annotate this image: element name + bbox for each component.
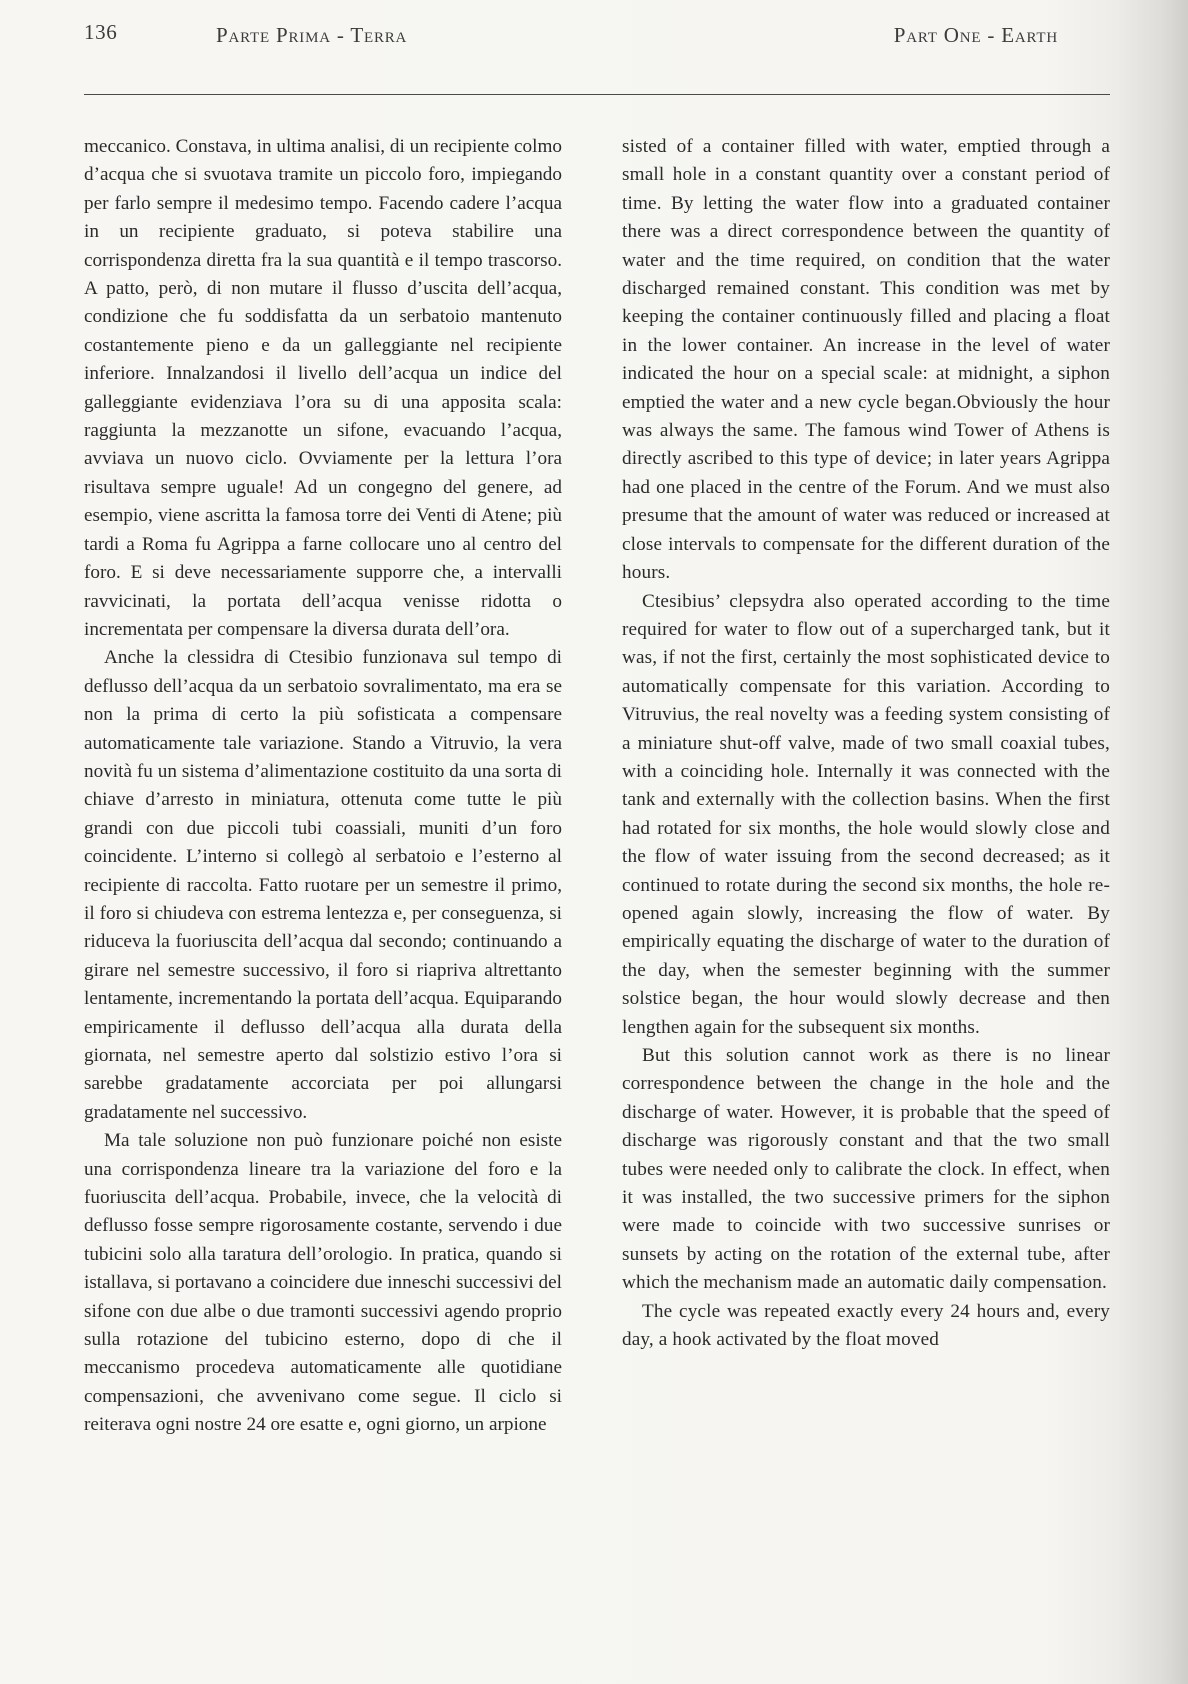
- italian-paragraph-1: meccanico. Constava, in ultima analisi, di un recipiente colmo d’acqua che si svuotava tramite un piccolo foro, impiegando per farlo sempre il medesimo tempo. Facendo cadere l’acqua in un recipiente graduato, si poteva stabilire una corrispondenza diretta fra la sua quantità e il tempo trascorso. A patto, però, di non mutare il flusso d’uscita dell’acqua, condizione che fu soddisfatta da un serbatoio mantenuto costantemente pieno e da un galleggiante nel recipiente inferiore. Innalzandosi il livello dell’acqua un indice del galleggiante evidenziava l’ora su di una apposita scala: raggiunta la mezzanotte un sifone, evacuando l’acqua, avviava un nuovo ciclo. Ovviamente per la lettura l’ora risultava sempre uguale! Ad un congegno del genere, ad esempio, viene ascritta la famosa torre dei Venti di Atene; più tardi a Roma fu Agrippa a farne collocare uno al centro del foro. E si deve necessariamente supporre che, a intervalli ravvicinati, la portata dell’acqua venisse ridotta o incrementata per compensare la diversa durata dell’ora.: [84, 136, 562, 640]
- english-paragraph-1: sisted of a container filled with water, emptied through a small hole in a constant quantity over a constant period of time. By letting the water flow into a graduated container there was a direct correspondence between the quantity of water and the time required, on condition that the water discharged remained constant. This condition was met by keeping the container continuously filled and placing a float in the lower container. An increase in the level of water indicated the hour on a special scale: at midnight, a siphon emptied the water and a new cycle began.Obviously the hour was always the same. The famous wind Tower of Athens is directly ascribed to this type of device; in later years Agrippa had one placed in the centre of the Forum. And we must also presume that the amount of water was reduced or increased at close intervals to compensate for the different duration of the hours.: [622, 136, 1110, 584]
- running-head-english: Part One - Earth: [893, 23, 1058, 47]
- italian-text-column: [84, 133, 562, 1440]
- header-rule: [84, 94, 1110, 95]
- page-header: [84, 20, 1110, 54]
- english-paragraph-3: But this solution cannot work as there is no linear correspondence between the change in the hole and the discharge of water. However, it is probable that the speed of discharge was rigorously constant and that the two small tubes were needed only to calibrate the clock. In effect, when it was installed, the two successive primers for the siphon were made to coincide with two successive sunrises or sunsets by acting on the rotation of the external tube, after which the mechanism made an automatic daily compensation.: [622, 1045, 1110, 1294]
- page-number: 136: [84, 20, 118, 44]
- italian-paragraph-2: Anche la clessidra di Ctesibio funzionava sul tempo di deflusso dell’acqua da un serbatoio sovralimentato, ma era se non la prima di certo la più sofisticata a compensare automaticamente tale variazione. Stando a Vitruvio, la vera novità fu un sistema d’alimentazione costituito da una sorta di chiave d’arresto in miniatura, ottenuta come tutte le più grandi con due piccoli tubi coassiali, muniti d’un foro coincidente. L’interno si collegò al serbatoio e l’esterno al recipiente di raccolta. Fatto ruotare per un semestre il primo, il foro si chiudeva con estrema lentezza e, per conseguenza, si riduceva la fuoriuscita dell’acqua dal secondo; continuando a girare nel semestre successivo, il foro si riapriva altrettanto lentamente, incrementando la portata dell’acqua. Equiparando empiricamente il deflusso dell’acqua alla durata della giornata, nel semestre aperto dal solstizio estivo l’ora si sarebbe gradatamente accorciata per poi allungarsi gradatamente nel successivo.: [84, 647, 562, 1123]
- english-text-column: [622, 133, 1110, 1354]
- italian-paragraph-3: Ma tale soluzione non può funzionare poiché non esiste una corrispondenza lineare tra la variazione del foro e la fuoriuscita dell’acqua. Probabile, invece, che la velocità di deflusso fosse sempre rigorosamente costante, servendo i due tubicini solo alla taratura dell’orologio. In pratica, quando si istallava, si portavano a coincidere due inneschi successivi del sifone con due albe o due tramonti successivi agendo proprio sulla rotazione del tubicino esterno, dopo di che il meccanismo procedeva automaticamente alle quotidiane compensazioni, che avvenivano come segue. Il ciclo si reiterava ogni nostre 24 ore esatte e, ogni giorno, un arpione: [84, 1130, 562, 1436]
- running-head-italian: Parte Prima - Terra: [216, 23, 408, 47]
- english-paragraph-2: Ctesibius’ clepsydra also operated according to the time required for water to flow out of a supercharged tank, but it was, if not the first, certainly the most sophisticated device to automatically compensate for this variation. According to Vitruvius, the real novelty was a feeding system consisting of a miniature shut-off valve, made of two small coaxial tubes, with a coinciding hole. Internally it was connected with the tank and externally with the collection basins. When the first had rotated for six months, the hole would slowly close and the flow of water issuing from the second decreased; as it continued to rotate during the second six months, the hole re-opened again slowly, increasing the flow of water. By empirically equating the discharge of water to the duration of the day, when the semester beginning with the summer solstice began, the hour would slowly decrease and then lengthen again for the subsequent six months.: [622, 590, 1110, 1038]
- english-paragraph-4: The cycle was repeated exactly every 24 hours and, every day, a hook activated by the float moved: [622, 1300, 1110, 1351]
